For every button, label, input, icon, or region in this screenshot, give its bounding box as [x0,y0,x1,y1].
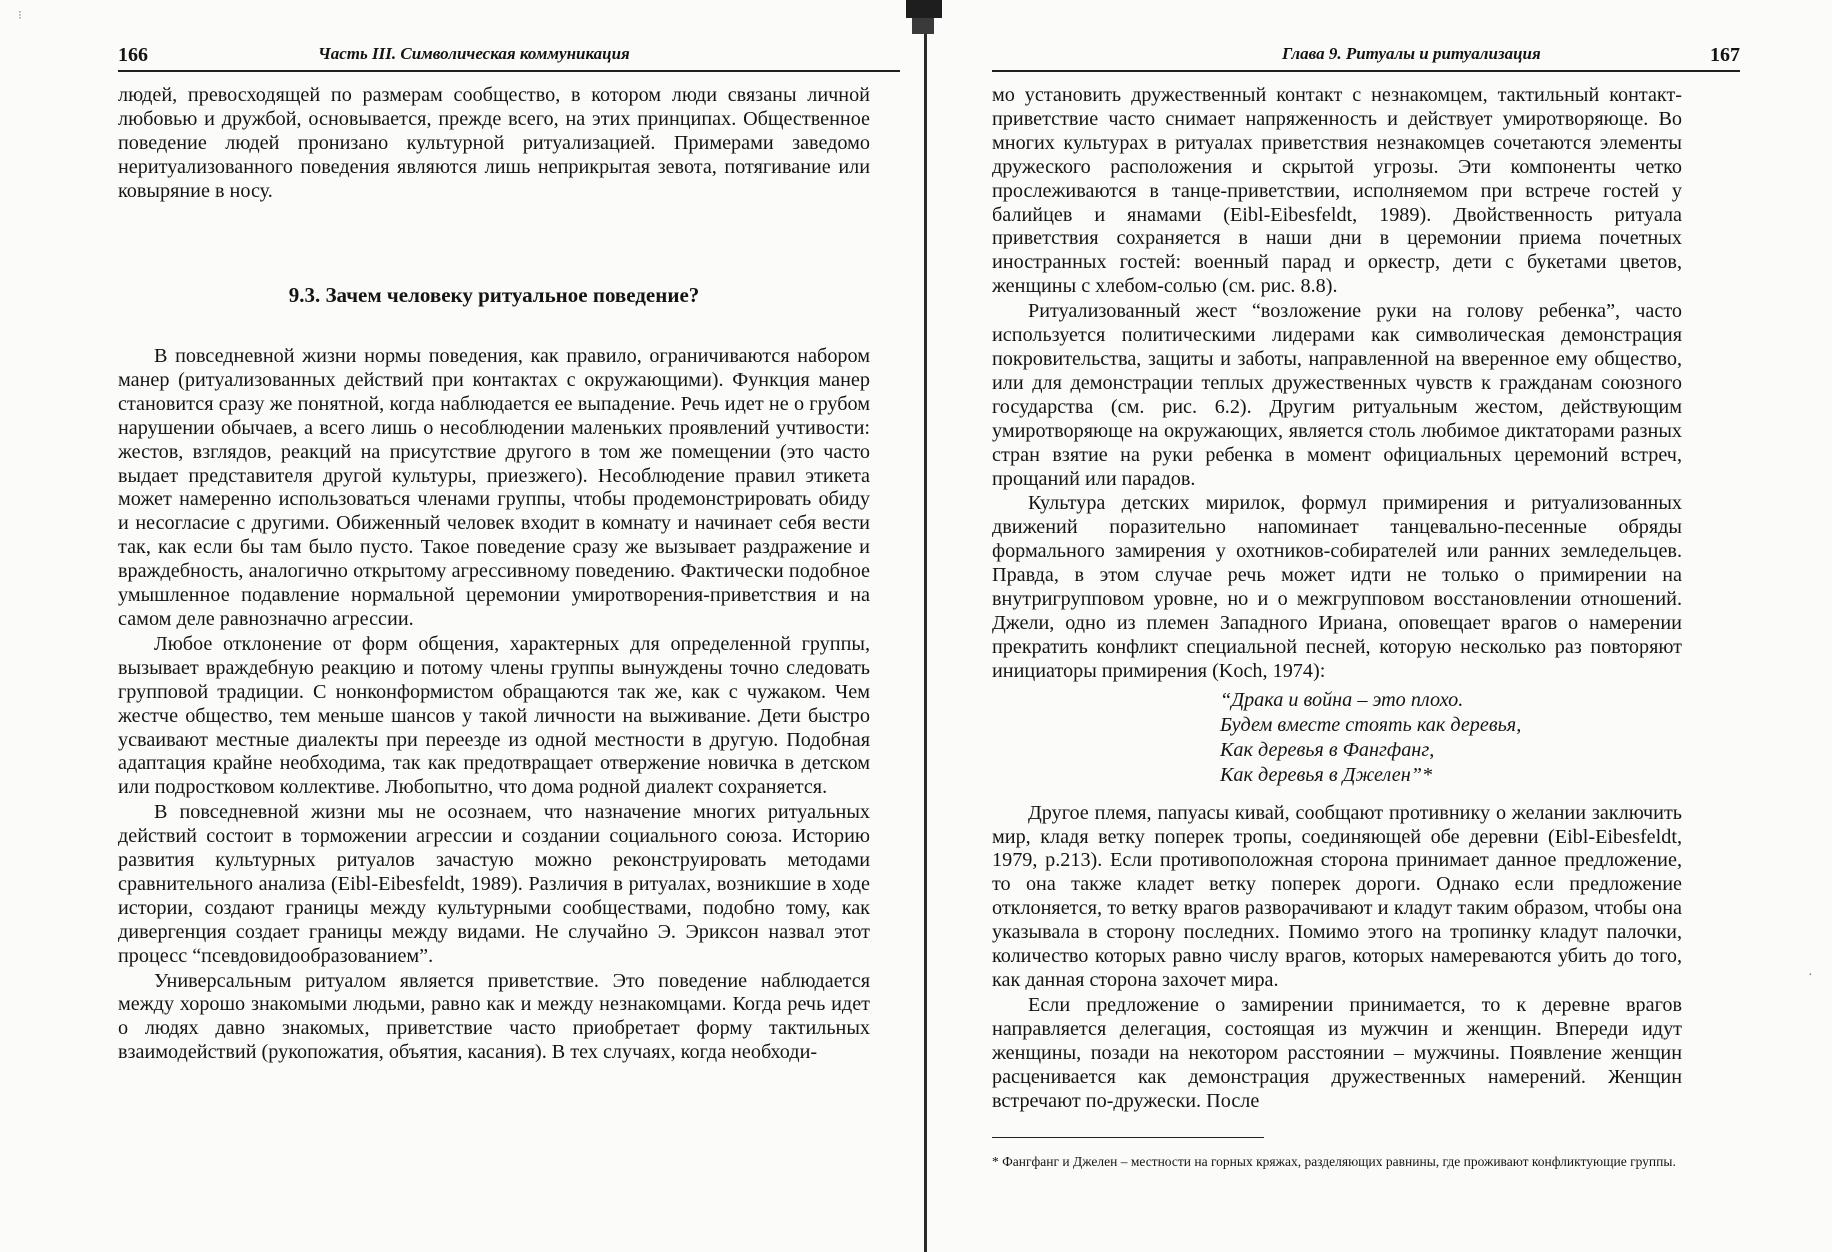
verse-line: Как деревья в Джелен”* [1220,763,1433,786]
left-text-block-main [118,345,870,1065]
right-paragraph-5: Если предложение о замирении принимается, то к деревне врагов направляется делегация, состоящая из мужчин и женщин. Впереди идут женщины, позади на некотором расстоянии – мужчины. Появление женщин расценивается как демонстрация дружественных намерений. Женщин встречают по-дружески. После [992,993,1682,1112]
page-number-left: 166 [118,44,148,66]
book-spine [924,0,927,1252]
running-head-title-right: Глава 9. Ритуалы и ритуализация [1282,44,1541,63]
verse-line: Как деревья в Фангфанг, [1220,738,1435,761]
running-head-right [992,42,1740,72]
left-text-block-top [118,84,870,204]
running-head-left [118,42,900,72]
left-paragraph-3: Любое отклонение от форм общения, характерных для определенной группы, вызывает враждебную реакцию и потому члены группы вынуждены точно следовать групповой традиции. С нонконформистом обращаются так же, как с чужаком. Чем жестче общество, тем меньше шансов у такой личности на выживание. Дети быстро усваивают местные диалекты при переезде из одной местности в другую. Подобная адаптация крайне необходима, так как предотвращает отвержение новичка в детском или подростковом коллективе. Любопытно, что дома родной диалект сохраняется. [118,632,870,799]
right-paragraph-3: Культура детских мирилок, формул примирения и ритуализованных движений поразительно напоминает танцевально-песенные обряды формального замирения у охотников-собирателей или ранних земледельцев. Правда, в этом случае речь может идти не только о примирении на внутригрупповом уровне, но и о межгрупповом восстановлении отношений. Джели, одно из племен Западного Ириана, оповещает врагов о намерении прекратить конфликт специальной песней, которую несколько раз повторяют инициаторы примирения (Koch, 1974): [992,492,1682,682]
left-paragraph-4: В повседневной жизни мы не осознаем, что назначение многих ритуальных действий состоит в торможении агрессии и создании социального союза. Историю развития культурных ритуалов зачастую можно реконструировать методами сравнительного анализа (Eibl-Eibesfeldt, 1989). Различия в ритуалах, возникшие в ходе истории, создают границы между культурными сообществами, подобно тому, как дивергенция создает границы между видами. Не случайно Э. Эриксон назвал этот процесс “псевдовидообразованием”. [118,801,870,967]
scan-mark: ⁝ [18,8,22,22]
verse-line: Будем вместе стоять как деревья, [1220,713,1522,736]
right-paragraph-4: Другое племя, папуасы кивай, сообщают противнику о желании заключить мир, кладя ветку поперек тропы, соединяющей обе деревни (Eibl-Eibesfeldt, 1979, p.213). Если противоположная сторона принимает данное предложение, то она также кладет ветку поперек дороги. Однако если предложение отклоняется, то ветку врагов разворачивают и кладут таким образом, чтобы она указывала в сторону последних. Помимо этого на тропинку кладут палочки, количество которых равно числу врагов, которых намереваются убить до того, как данная сторона захочет мира. [992,801,1682,991]
page-number-right: 167 [1710,44,1740,66]
right-paragraph-1: мо установить дружественный контакт с незнакомцем, тактильный контакт-приветствие часто снимает напряженность и действует умиротворяюще. Во многих культурах в ритуалах приветствия незнакомцев сочетаются элементы дружеского расположения и скрытой угрозы. Эти компоненты четко прослеживаются в танце-приветствии, исполняемом при встрече гостей у балийцев и янамами (Eibl-Eibesfeldt, 1989). Двойственность ритуала приветствия сохраняется в наши дни в церемонии приема почетных иностранных гостей: военный парад и оркестр, дети с букетами цветов, женщины с хлебом-солью (см. рис. 8.8). [992,84,1682,298]
right-paragraph-2: Ритуализованный жест “возложение руки на голову ребенка”, часто используется политическими лидерами как символическая демонстрация покровительства, защиты и заботы, направленной на вверенное ему общество, или для демонстрации теплых дружественных чувств к гражданам союзного государства (см. рис. 6.2). Другим ритуальным жестом, действующим умиротворяюще на окружающих, является столь любимое диктаторами разных стран взятие на руки ребенка в момент официальных церемоний встреч, прощаний или парадов. [992,300,1682,490]
footnote: * Фангфанг и Джелен – местности на горных кряжах, разделяющих равнины, где проживают конфликтующие группы. [992,1154,1676,1169]
scan-edge-mark: · [1808,968,1813,983]
running-head-title-left: Часть III. Символическая коммуникация [318,44,630,63]
left-section [118,284,870,308]
song-verse [992,688,1682,788]
verse-line: “Драка и война – это плохо. [1220,688,1464,711]
left-paragraph-1: людей, превосходящей по размерам сообщество, в котором люди связаны личной любовью и дружбой, основывается, прежде всего, на этих принципах. Общественное поведение людей пронизано культурной ритуализацией. Примерами заведомо неритуализованного поведения являются лишь неприкрытая зевота, потягивание или ковыряние в носу. [118,84,870,202]
right-page [940,0,1832,1252]
binding-mark-lower [912,18,934,34]
left-paragraph-2: В повседневной жизни нормы поведения, как правило, ограничиваются набором манер (ритуализованных действий при контактах с окружающими). Функция манер становится сразу же понятной, когда наблюдается ее выпадение. Речь идет не о грубом нарушении обычаев, а всего лишь о несоблюдении маленьких проявлений учтивости: жестов, взглядов, реакций на присутствие другого в том же помещении (это часто выдает представителя другой культуры, приезжего). Несоблюдение правил этикета может намеренно использоваться членами группы, чтобы продемонстрировать обиду и несогласие с другими. Обиженный человек входит в комнату и начинает себя вести так, как если бы там было пусто. Такое поведение сразу же вызывает раздражение и враждебность, аналогично открытому агрессивному поведению. Фактически подобное умышленное подавление нормальной церемонии умиротворения-приветствия и на самом деле равнозначно агрессии. [118,345,870,630]
right-text-block [992,84,1682,1113]
left-paragraph-5: Универсальным ритуалом является приветствие. Это поведение наблюдается между хорошо знакомыми людьми, равно как и между незнакомцами. Когда речь идет о людях давно знакомых, приветствие часто приобретает форму тактильных взаимодействий (рукопожатия, объятия, касания). В тех случаях, когда необходи- [118,969,870,1064]
footnote-rule [992,1137,1264,1138]
left-page [0,0,900,1252]
binding-mark [906,0,942,18]
section-title: 9.3. Зачем человеку ритуальное поведение? [288,283,700,307]
